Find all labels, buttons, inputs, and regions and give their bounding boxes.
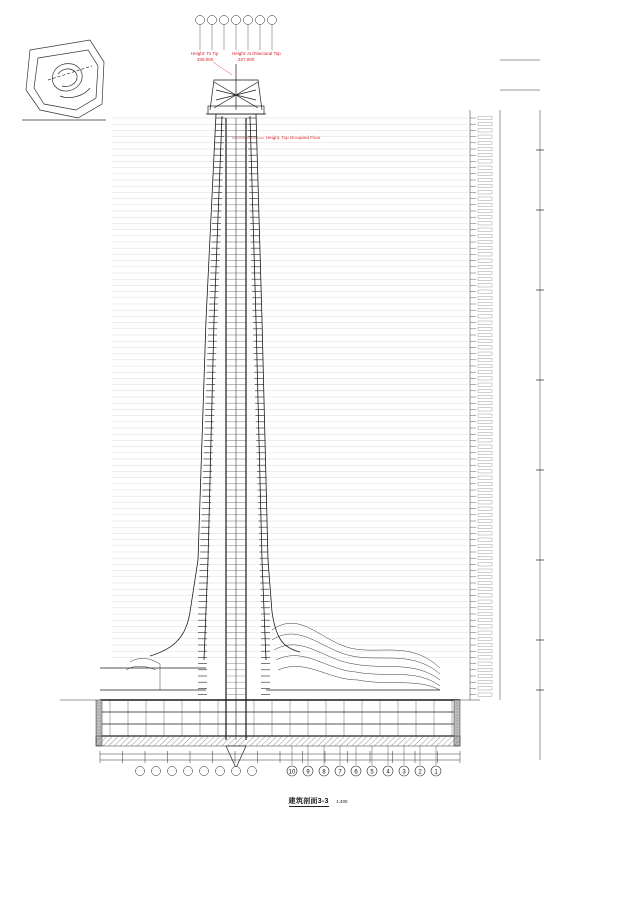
grid-axis-bubble-top [196, 16, 205, 25]
drawing-caption [0, 790, 636, 808]
key-plan [22, 40, 106, 120]
grid-axis-bubble [152, 767, 161, 776]
grid-axis-bubble-top [232, 16, 241, 25]
grid-axis-bubble [136, 767, 145, 776]
floor-datum-lines [112, 118, 468, 657]
grid-axis-bubble-top [244, 16, 253, 25]
level-marks [470, 116, 544, 696]
grid-axis-bubble [216, 767, 225, 776]
grid-axes [136, 16, 442, 777]
podium-structure [100, 668, 460, 736]
height-to-tip-value: 339.000 [197, 57, 214, 62]
grid-axis-label: 3 [402, 769, 406, 776]
grid-axis-bubble [200, 767, 209, 776]
level-column [470, 60, 540, 760]
grid-axis-bubble-top [256, 16, 265, 25]
grid-axis-label: 6 [354, 769, 358, 776]
grid-axis-label: 7 [338, 769, 342, 776]
architectural-top-value: 327.000 [238, 57, 255, 62]
grid-axis-bubble [168, 767, 177, 776]
basement-partitions [110, 700, 452, 736]
grid-axis-label: 1 [434, 769, 438, 776]
grid-axis-label: 10 [288, 769, 296, 776]
drawing-scale: 1:400 [336, 799, 348, 804]
drawing-title: 建筑剖面3-3 [288, 798, 329, 805]
dimension-ticks [100, 751, 460, 763]
basement [60, 700, 480, 768]
grid-axis-bubble-top [220, 16, 229, 25]
height-to-tip-label: Height: To Tip [191, 51, 219, 56]
tower-crown [206, 64, 266, 114]
grid-axis-bubble [248, 767, 257, 776]
grid-axis-bubble-top [268, 16, 277, 25]
grid-axis-bubble-top [208, 16, 217, 25]
grid-axis-bubble [184, 767, 193, 776]
tower-floor-slabs [198, 118, 270, 695]
grid-axis-label: 2 [418, 769, 422, 776]
architectural-top-label: Height: Architectural Top [232, 51, 281, 56]
tower-section [150, 114, 300, 740]
grid-axis-label: 5 [370, 769, 374, 776]
podium-roof [126, 623, 440, 690]
grid-axis-label: 4 [386, 769, 390, 776]
grid-axis-label: 9 [306, 769, 310, 776]
grid-axis-bubble [232, 767, 241, 776]
top-occupied-floor-label: Height: Top Occupied Floor [266, 135, 321, 140]
grid-axis-label: 8 [322, 769, 326, 776]
